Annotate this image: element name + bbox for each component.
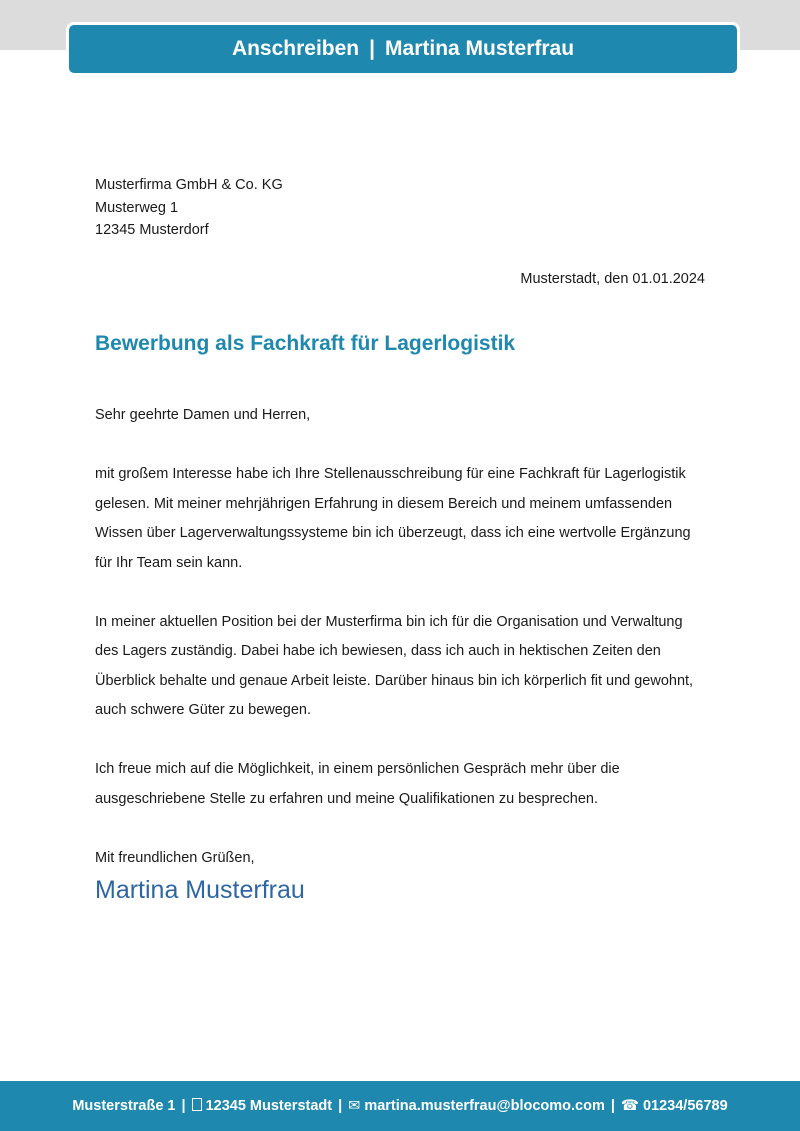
recipient-company: Musterfirma GmbH & Co. KG [95,177,283,193]
header-title-left: Anschreiben [231,37,360,60]
footer-street: Musterstraße 1 [72,1098,176,1114]
envelope-icon: ✉ [348,1098,361,1114]
letter-body [95,401,707,903]
subject-heading: Bewerbung als Fachkraft für Lagerlogistik [95,332,516,355]
header-title-name: Martina Musterfrau [385,37,575,60]
footer-email[interactable]: martina.musterfrau@blocomo.com [364,1098,605,1114]
recipient-address [95,174,283,242]
closing: Mit freundlichen Grüßen, [95,849,255,866]
phone-icon: ☎ [620,1098,639,1114]
footer-contact-bar [0,1081,800,1131]
footer-city: 12345 Musterstadt [205,1098,333,1114]
recipient-street: Musterweg 1 [95,199,179,216]
paragraph-2: In meiner aktuellen Position bei der Musterfirma bin ich für die Organisation und Verwaltung des Lagers zuständig. Dabei habe ich bewiesen, dass ich auch in hektischen Zeiten den Überblick behalte und genaue Arbeit leiste. Darüber hinaus bin ich körperlich fit und gewohnt, auch schwere Güter zu bewegen. [95,613,694,718]
paragraph-1: mit großem Interesse habe ich Ihre Stellenausschreibung für eine Fachkraft für Lagerlogistik gelesen. Mit meiner mehrjährigen Erfahrung in diesem Bereich und meinem umfassenden Wissen über Lagerverwaltungssysteme bin ich überzeugt, dass ich eine wertvolle Ergänzung für Ihr Team sein kann. [95,466,691,571]
paragraph-3: Ich freue mich auf die Möglichkeit, in einem persönlichen Gespräch mehr über die ausgeschriebene Stelle zu erfahren und meine Qualifikationen zu besprechen. [95,761,620,807]
signature: Martina Musterfrau [95,876,305,904]
salutation: Sehr geehrte Damen und Herren, [95,407,311,423]
header-separator: | [369,37,376,60]
footer-separator: | [181,1098,186,1114]
footer-phone: 01234/56789 [642,1098,728,1114]
recipient-city: 12345 Musterdorf [95,222,209,238]
header-banner [66,22,740,76]
map-marker-icon [192,1098,202,1115]
footer-separator: | [610,1098,615,1114]
date-line: Musterstadt, den 01.01.2024 [520,271,705,287]
footer-separator: | [338,1098,343,1114]
